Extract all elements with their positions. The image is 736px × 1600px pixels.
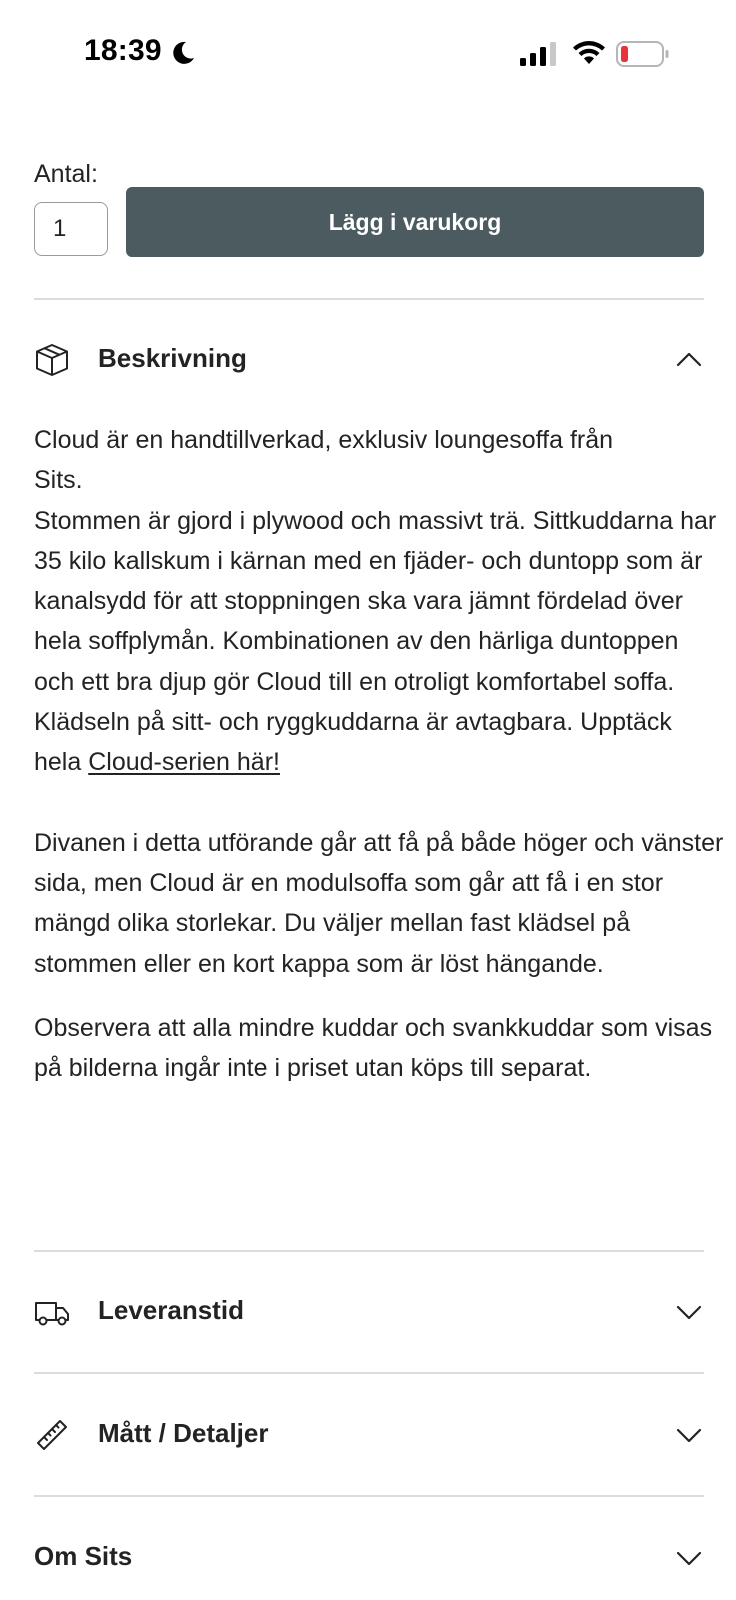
chevron-up-icon [676,348,702,372]
discover-text: Upptäck hela [34,708,672,777]
box-icon [34,342,70,378]
accordion-title-delivery: Leveranstid [98,1295,244,1325]
status-bar [0,0,736,110]
quantity-input[interactable] [34,202,108,256]
cellular-signal-icon [520,42,558,66]
accordion-title-about: Om Sits [34,1541,133,1571]
divider [34,1250,704,1252]
accordion-header-delivery[interactable] [34,1282,704,1342]
chevron-down-icon [676,1546,702,1570]
description-line: Sits. [34,466,83,495]
description-paragraph: Stommen är gjord i plywood och massivt trä. Sittkuddarna har 35 kilo kallskum i kärnan med en fjäder- och duntopp som är kanalsydd för att stoppningen ska vara jämnt fördelad över hela soffplymån. Kombinationen av den härliga duntoppen och ett bra djup gör Cloud till en otroligt komfortabel soffa. Klädseln på sitt- och ryggkuddarna är avtagbara. [34,506,717,737]
description-paragraph: Divanen i detta utförande går att få på både höger och vänster sida, men Cloud är en modulsoffa som går att få i en stor mängd olika storlekar. Du väljer mellan fast klädsel på stommen eller en kort kappa som är löst hängande. [34,828,724,978]
description-content [34,420,724,1088]
accordion-header-dimensions[interactable] [34,1405,704,1465]
accordion-title-dimensions: Mått / Detaljer [98,1418,269,1448]
moon-icon [170,40,196,66]
divider [34,1372,704,1374]
description-line: Cloud är en handtillverkad, exklusiv loungesoffa från [34,426,614,454]
ruler-icon [34,1417,70,1453]
description-paragraph: Observera att alla mindre kuddar och svankkuddar som visas på bilderna ingår inte i priset utan köps till separat. [34,1013,713,1083]
add-to-cart-button[interactable]: Lägg i varukorg [126,187,704,257]
divider [34,298,704,300]
truck-icon [34,1294,70,1330]
accordion-title-description: Beskrivning [98,343,247,373]
quantity-label: Antal: [34,160,98,188]
accordion-header-description[interactable] [34,330,704,390]
chevron-down-icon [676,1423,702,1447]
battery-low-icon [616,40,670,68]
chevron-down-icon [676,1300,702,1324]
divider [34,1495,704,1497]
accordion-header-about[interactable] [34,1528,704,1588]
status-time: 18:39 [84,34,162,67]
wifi-icon [572,40,606,66]
cloud-series-link[interactable]: Cloud-serien här! [88,748,280,777]
